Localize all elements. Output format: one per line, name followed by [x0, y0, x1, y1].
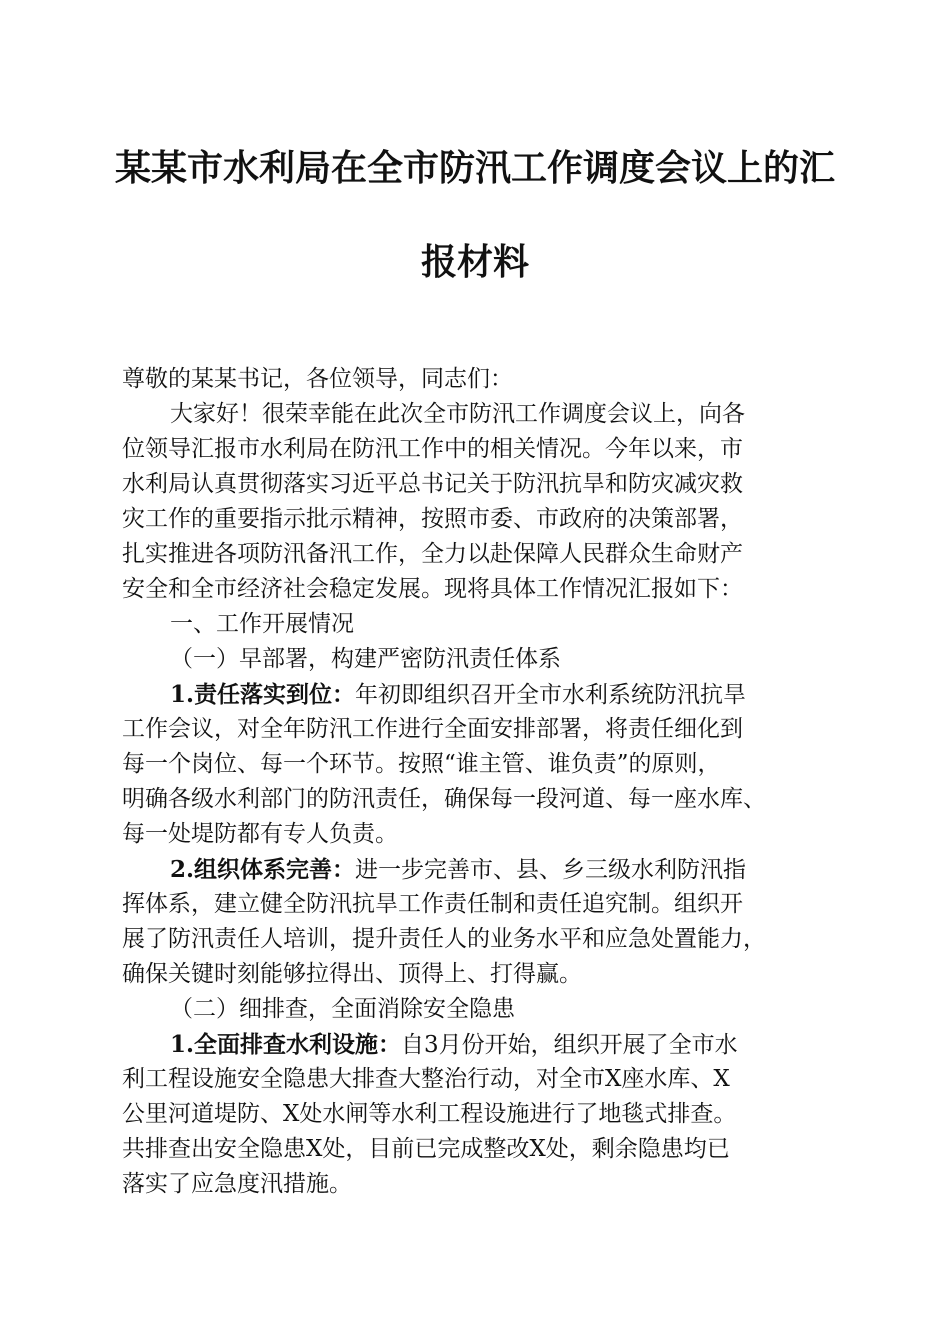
- body-line: [122, 1062, 834, 1097]
- body-line-text: 大家好！很荣幸能在此次全市防汛工作调度会议上，向各: [170, 401, 745, 427]
- body-line-text: 利工程设施安全隐患大排查大整治行动，对全市X座水库、X: [122, 1066, 730, 1092]
- body-line: [122, 397, 834, 432]
- body-line-lead: 1.全面排查水利设施：: [170, 1031, 402, 1058]
- body-line: [122, 1097, 834, 1132]
- body-line: [122, 607, 834, 642]
- body-line-text: 确保关键时刻能够拉得出、顶得上、打得赢。: [122, 961, 582, 987]
- body-line-text: 明确各级水利部门的防汛责任，确保每一段河道、每一座水库、: [122, 786, 766, 812]
- body-line: [122, 362, 834, 397]
- body-line-text: （一）早部署，构建严密防汛责任体系: [170, 646, 561, 672]
- body-line: [122, 1167, 834, 1202]
- body-line: [122, 747, 834, 782]
- body-line-text: 公里河道堤防、X处水闸等水利工程设施进行了地毯式排查。: [122, 1101, 737, 1127]
- document-title-line-2: 报材料: [420, 241, 529, 283]
- document-title-line-1: 某某市水利局在全市防汛工作调度会议上的汇: [114, 147, 835, 189]
- body-line-text: 位领导汇报市水利局在防汛工作中的相关情况。今年以来，市: [122, 436, 743, 462]
- body-line-text: 共排查出安全隐患X处，目前已完成整改X处，剩余隐患均已: [122, 1136, 730, 1162]
- body-line-text: 一、工作开展情况: [170, 611, 354, 637]
- body-line-text: 展了防汛责任人培训，提升责任人的业务水平和应急处置能力，: [122, 926, 766, 952]
- body-line-text: 水利局认真贯彻落实习近平总书记关于防汛抗旱和防灾减灾救: [122, 471, 743, 497]
- body-line-text: 每一处堤防都有专人负责。: [122, 821, 398, 847]
- body-line-text: 年初即组织召开全市水利系统防汛抗旱: [355, 682, 747, 708]
- body-line: [122, 782, 834, 817]
- body-line: [122, 432, 834, 467]
- body-line: [122, 502, 834, 537]
- body-line: [122, 677, 834, 712]
- body-line-lead: 2.组织体系完善：: [170, 856, 356, 883]
- body-line: [122, 817, 834, 852]
- body-line: [122, 887, 834, 922]
- body-line-text: 工作会议，对全年防汛工作进行全面安排部署，将责任细化到: [122, 716, 743, 742]
- body-line: [122, 537, 834, 572]
- body-line: [122, 1027, 834, 1062]
- body-line-text: 灾工作的重要指示批示精神，按照市委、市政府的决策部署，: [122, 506, 743, 532]
- document-body: [122, 362, 834, 1202]
- body-line-text: 进一步完善市、县、乡三级水利防汛指: [355, 857, 747, 883]
- body-line-text: 扎实推进各项防汛备汛工作，全力以赴保障人民群众生命财产: [122, 541, 743, 567]
- body-line: [122, 1132, 834, 1167]
- body-line-text: 安全和全市经济社会稳定发展。现将具体工作情况汇报如下：: [122, 576, 743, 602]
- body-line: [122, 712, 834, 747]
- body-line: [122, 922, 834, 957]
- body-line-text: （二）细排查，全面消除安全隐患: [170, 996, 515, 1022]
- body-line-lead: 1.责任落实到位：: [170, 681, 356, 708]
- body-line: [122, 467, 834, 502]
- body-line: [122, 852, 834, 887]
- body-line: [122, 992, 834, 1027]
- body-line-text: 自3月份开始，组织开展了全市水: [401, 1032, 738, 1058]
- body-line-text: 挥体系，建立健全防汛抗旱工作责任制和责任追究制。组织开: [122, 891, 743, 917]
- body-line-text: 落实了应急度汛措施。: [122, 1171, 352, 1197]
- body-line-text: 尊敬的某某书记，各位领导，同志们：: [122, 366, 513, 392]
- body-line: [122, 957, 834, 992]
- body-line: [122, 572, 834, 607]
- body-line: [122, 642, 834, 677]
- body-line-text: 每一个岗位、每一个环节。按照“谁主管、谁负责”的原则，: [122, 751, 721, 777]
